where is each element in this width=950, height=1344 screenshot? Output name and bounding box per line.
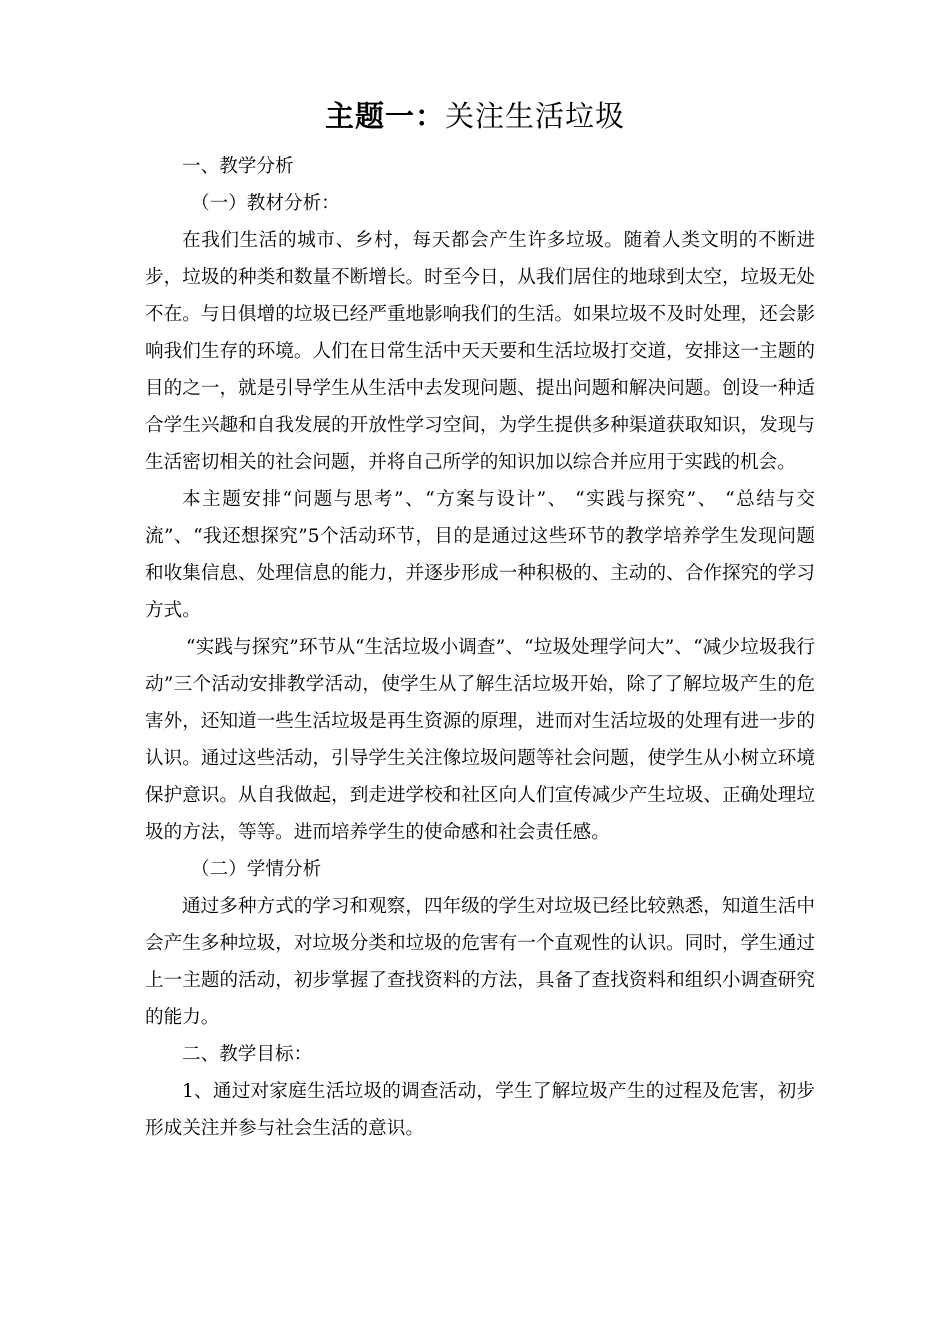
- paragraph-goal-1: 1、通过对家庭生活垃圾的调查活动，学生了解垃圾产生的过程及危害，初步形成关注并参与社会生活的意识。: [145, 1081, 815, 1139]
- subheading-student-analysis: （二）学情分析: [191, 859, 322, 880]
- title-main: 关注生活垃圾: [445, 99, 626, 133]
- title-prefix: 主题一：: [324, 99, 445, 133]
- page-title: [0, 96, 950, 136]
- paragraph-student-analysis: 通过多种方式的学习和观察，四年级的学生对垃圾已经比较熟悉，知道生活中会产生多种垃圾，对垃圾分类和垃圾的危害有一个直观性的认识。同时，学生通过上一主题的活动，初步掌握了查找资料的方法，具备了查找资料和组织小调查研究的能力。: [145, 896, 815, 1028]
- subheading-material-analysis: （一）教材分析：: [191, 193, 340, 214]
- paragraph-material-3: “实践与探究”环节从“生活垃圾小调查”、“垃圾处理学问大”、“减少垃圾我行动”三个活动安排教学活动，使学生从了解生活垃圾开始，除了了解垃圾产生的危害外，还知道一些生活垃圾是再生资源的原理，进而对生活垃圾的处理有进一步的认识。通过这些活动，引导学生关注像垃圾问题等社会问题，使学生从小树立环境保护意识。从自我做起，到走进学校和社区向人们宣传减少产生垃圾、正确处理垃圾的方法，等等。进而培养学生的使命感和社会责任感。: [145, 637, 815, 843]
- paragraph-material-1: 在我们生活的城市、乡村，每天都会产生许多垃圾。随着人类文明的不断进步，垃圾的种类和数量不断增长。时至今日，从我们居住的地球到太空，垃圾无处不在。与日俱增的垃圾已经严重地影响我们的生活。如果垃圾不及时处理，还会影响我们生存的环境。人们在日常生活中天天要和生活垃圾打交道，安排这一主题的目的之一，就是引导学生从生活中去发现问题、提出问题和解决问题。创设一种适合学生兴趣和自我发展的开放性学习空间，为学生提供多种渠道获取知识，发现与生活密切相关的社会问题，并将自己所学的知识加以综合并应用于实践的机会。: [145, 230, 815, 473]
- paragraph-material-2: 本主题安排“问题与思考”、“方案与设计”、 “实践与探究”、 “总结与交流”、“我还想探究”5个活动环节，目的是通过这些环节的教学培养学生发现问题和收集信息、处理信息的能力，并逐步形成一种积极的、主动的、合作探究的学习方式。: [145, 489, 815, 621]
- section-heading-teaching-goals: 二、教学目标：: [182, 1044, 313, 1065]
- document-body: [145, 148, 815, 1147]
- section-heading-teaching-analysis: 一、教学分析: [182, 156, 294, 177]
